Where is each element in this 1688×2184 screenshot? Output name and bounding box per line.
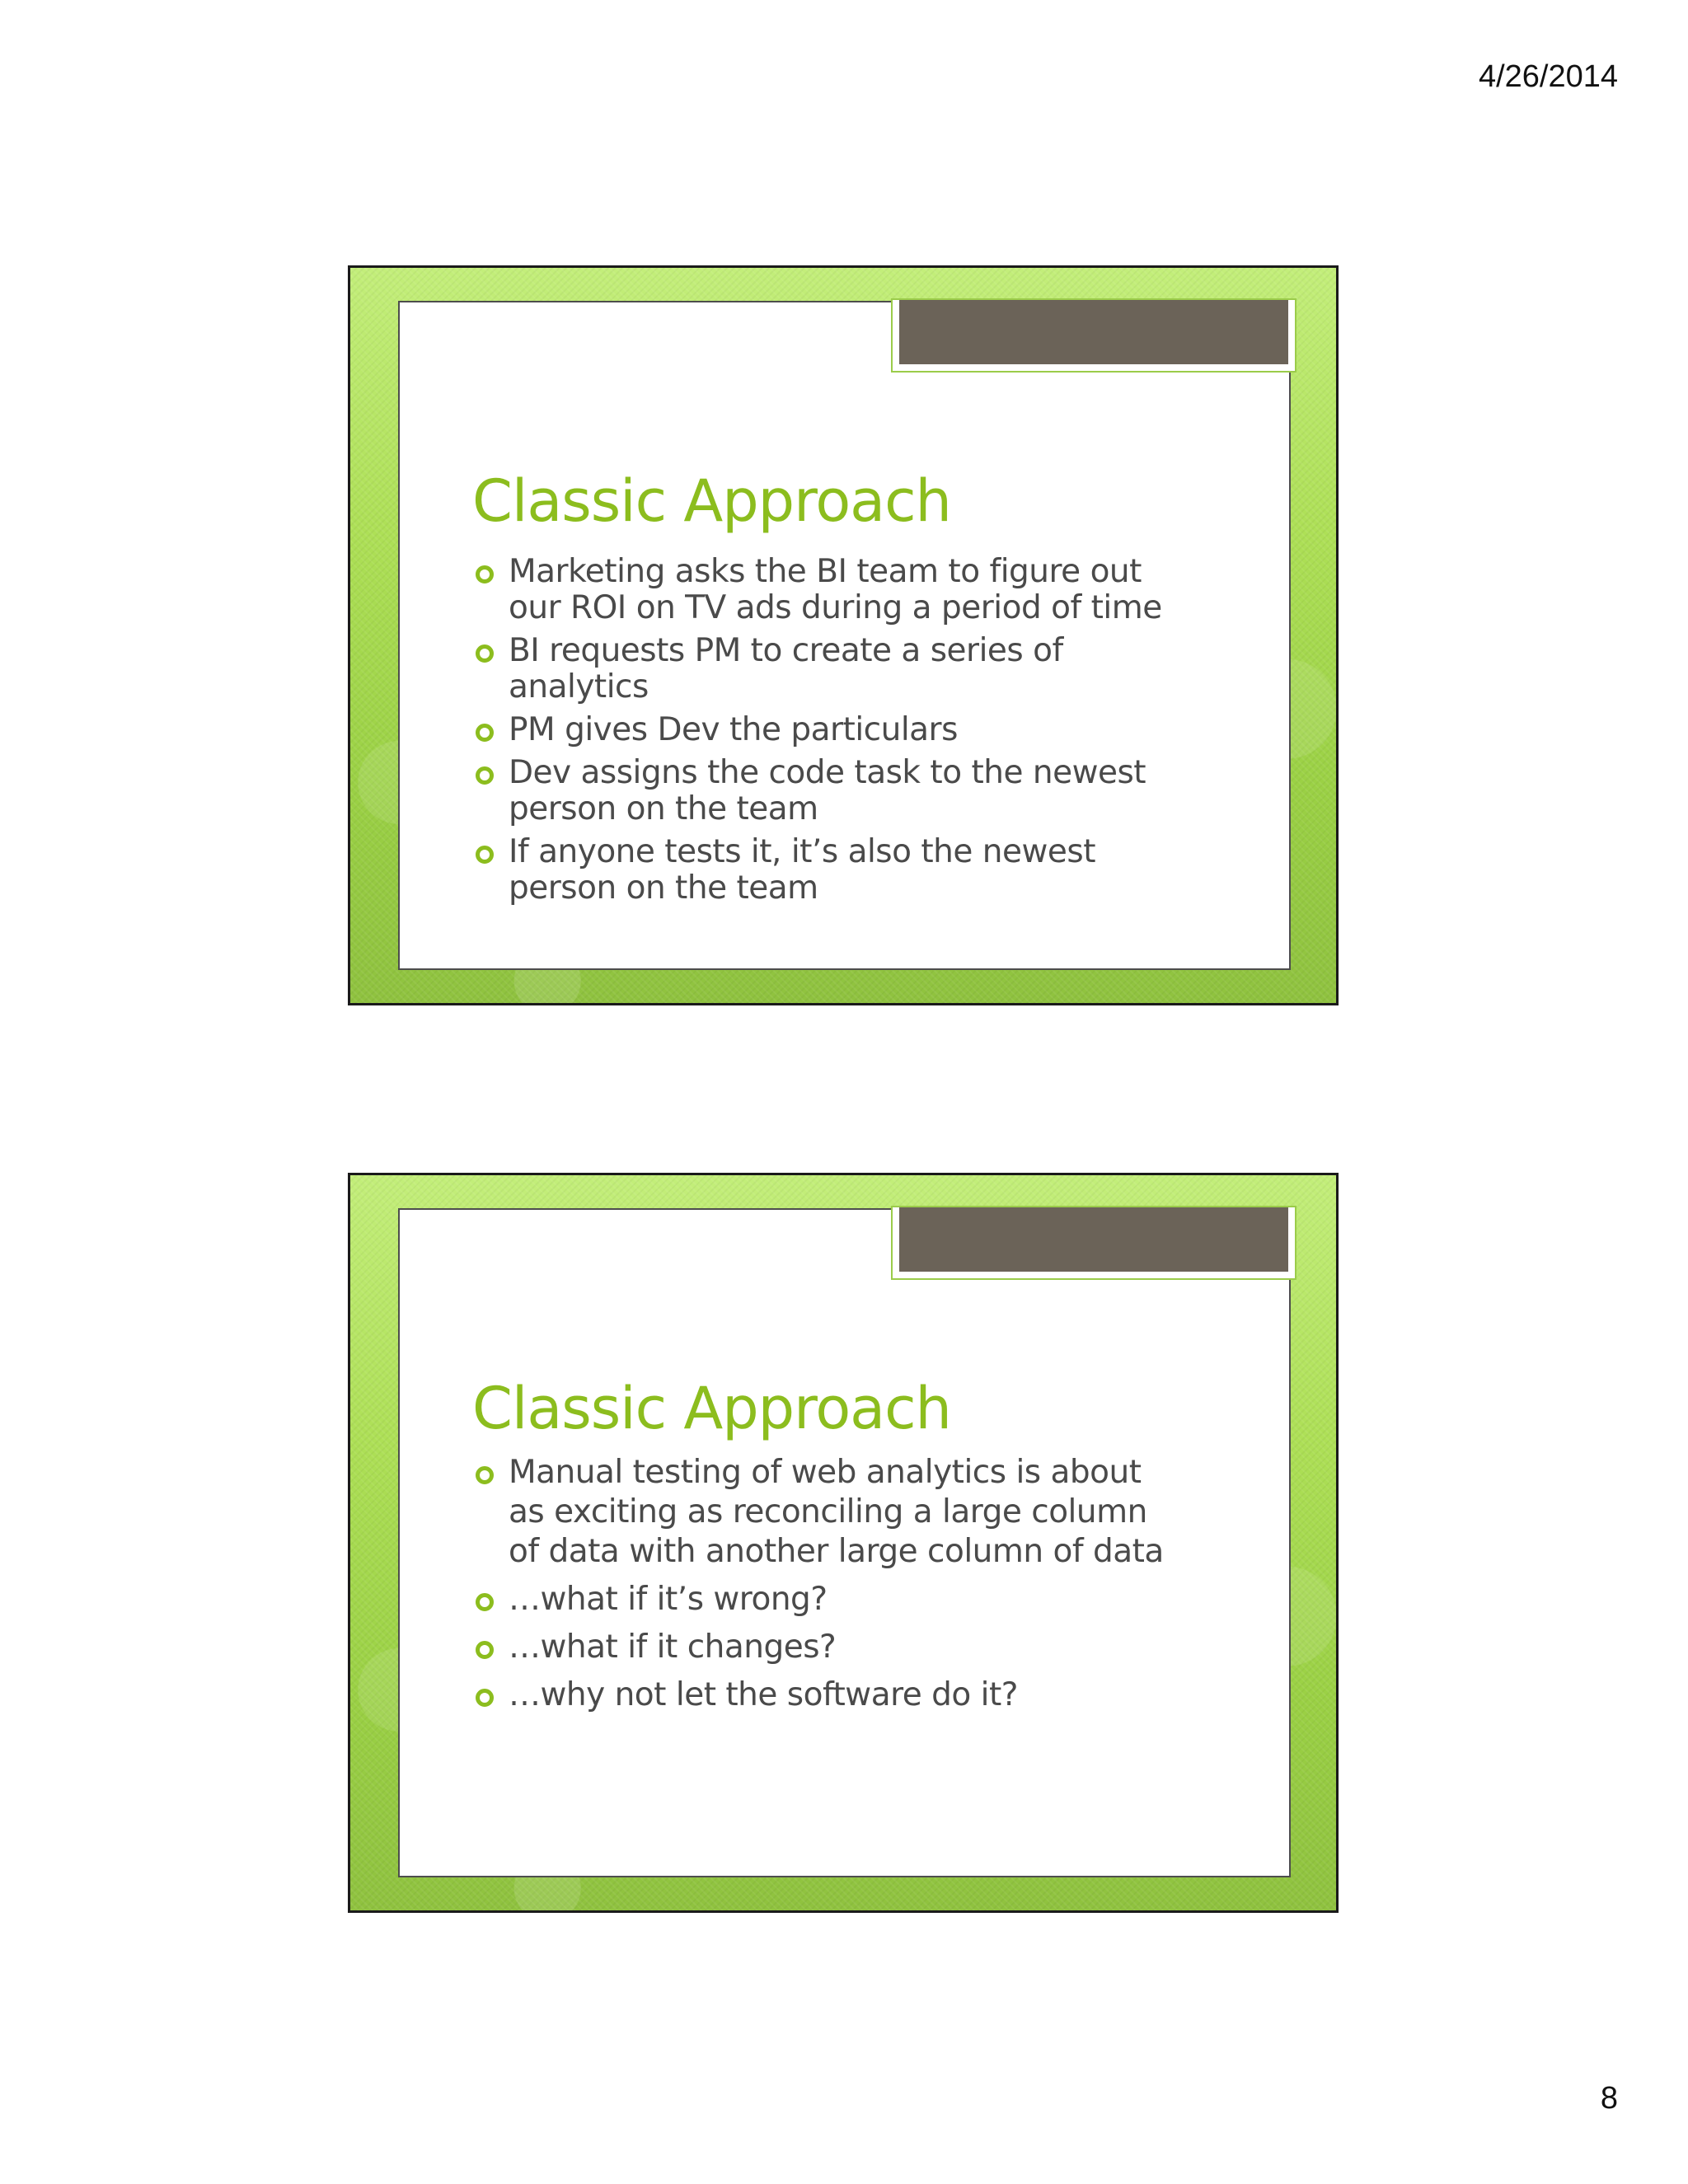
slide-thumbnail-1 — [348, 265, 1339, 1005]
bullet-item — [472, 554, 1181, 626]
bullet-text: Marketing asks the BI team to figure out our ROI on TV ads during a period of time — [509, 553, 1162, 626]
page-number: 8 — [1600, 2081, 1618, 2116]
bullet-item — [472, 1675, 1181, 1715]
slide-title: Classic Approach — [472, 1375, 951, 1442]
bullet-list — [472, 554, 1181, 913]
bullet-item — [472, 712, 1181, 748]
ring-bullet-icon — [476, 846, 494, 864]
bullet-item — [472, 1628, 1181, 1667]
slide-content-area — [398, 1208, 1291, 1877]
ring-bullet-icon — [476, 565, 494, 583]
bullet-text: BI requests PM to create a series of analytics — [509, 632, 1063, 705]
bullet-item — [472, 1453, 1181, 1572]
bullet-text: Manual testing of web analytics is about as exciting as reconciling a large column of data with another large column of data — [509, 1454, 1164, 1570]
slide-content-area — [398, 301, 1291, 970]
ring-bullet-icon — [476, 724, 494, 742]
page-date: 4/26/2014 — [1478, 59, 1618, 94]
slide-title-tab — [893, 1207, 1295, 1278]
bullet-item — [472, 1580, 1181, 1619]
bullet-item — [472, 633, 1181, 705]
bullet-list — [472, 1453, 1181, 1723]
ring-bullet-icon — [476, 1593, 494, 1611]
bullet-text: PM gives Dev the particulars — [509, 711, 958, 748]
bullet-item — [472, 755, 1181, 827]
ring-bullet-icon — [476, 766, 494, 785]
bullet-text: Dev assigns the code task to the newest person on the team — [509, 754, 1146, 827]
slide-title-tab — [893, 300, 1295, 371]
bullet-text: …what if it changes? — [509, 1629, 837, 1666]
ring-bullet-icon — [476, 644, 494, 663]
ring-bullet-icon — [476, 1689, 494, 1707]
slide-title: Classic Approach — [472, 467, 951, 535]
bullet-text: …why not let the software do it? — [509, 1676, 1018, 1713]
slide-thumbnail-2 — [348, 1173, 1339, 1913]
ring-bullet-icon — [476, 1466, 494, 1484]
bullet-text: …what if it’s wrong? — [509, 1581, 828, 1618]
bullet-item — [472, 834, 1181, 907]
bullet-text: If anyone tests it, it’s also the newest person on the team — [509, 833, 1095, 907]
ring-bullet-icon — [476, 1641, 494, 1659]
